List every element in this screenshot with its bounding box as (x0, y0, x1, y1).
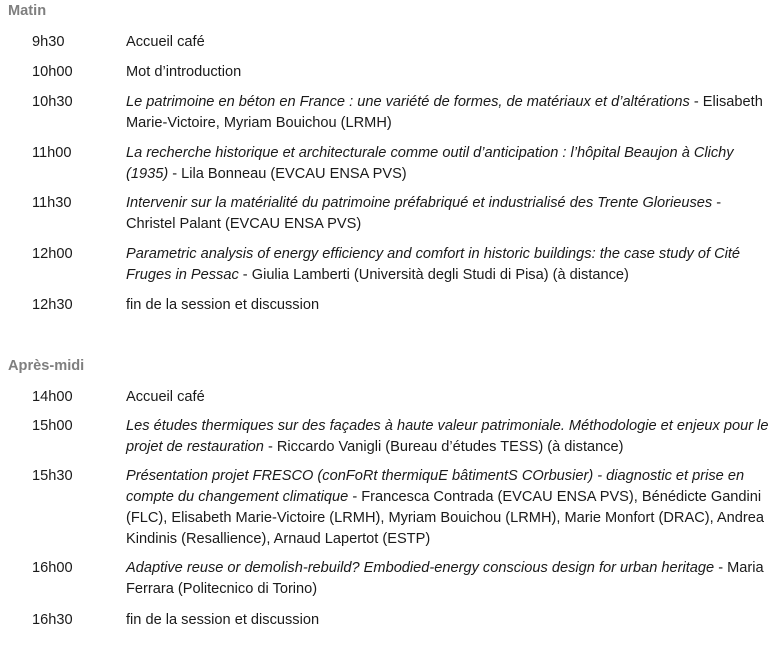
talk-title: Intervenir sur la matérialité du patrimoine préfabriqué et industrialisé des Trente Glorieuses (126, 195, 713, 211)
talk-description (126, 92, 771, 134)
talk-speakers: - Lila Bonneau (EVCAU ENSA PVS) (168, 166, 407, 182)
time-slot: 15h00 (32, 418, 73, 434)
talk-description (126, 558, 771, 600)
talk-speakers: - Maria Ferrara (Politecnico di Torino) (126, 560, 764, 597)
talk-description (126, 610, 771, 631)
talk-speakers: - Francesca Contrada (EVCAU ENSA PVS), Bénédicte Gandini (FLC), Elisabeth Marie-Victoire (LRMH), Myriam Bouichou (LRMH), Marie Monfort (DRAC), Andrea Kindinis (Resallience), Arnaud Lapertot (ESTP) (126, 489, 764, 547)
talk-speakers: Accueil café (126, 34, 205, 50)
time-slot: 12h00 (32, 246, 73, 262)
talk-description (126, 387, 771, 408)
talk-speakers: - Riccardo Vanigli (Bureau d’études TESS) (à distance) (263, 439, 624, 455)
session-title: Matin (8, 3, 47, 19)
talk-description (126, 466, 771, 550)
time-slot: 14h00 (32, 389, 73, 405)
time-slot: 12h30 (32, 297, 73, 313)
time-slot: 11h00 (32, 145, 72, 161)
time-slot: 9h30 (32, 34, 65, 50)
talk-speakers: fin de la session et discussion (126, 297, 320, 313)
talk-title: Le patrimoine en béton en France : une variété de formes, de matériaux et d’altérations (126, 94, 690, 110)
time-slot: 10h30 (32, 94, 73, 110)
talk-description (126, 244, 771, 286)
talk-description (126, 32, 771, 53)
time-slot: 10h00 (32, 64, 73, 80)
talk-speakers: - Giulia Lamberti (Università degli Studi di Pisa) (à distance) (238, 267, 629, 283)
talk-speakers: Accueil café (126, 389, 205, 405)
session-title: Après-midi (8, 358, 85, 374)
time-slot: 11h30 (32, 195, 72, 211)
talk-title: La recherche historique et architecturale comme outil d’anticipation : l’hôpital Beaujon à Clichy (1935) (126, 145, 734, 182)
talk-speakers: fin de la session et discussion (126, 612, 320, 628)
talk-title: Adaptive reuse or demolish-rebuild? Embodied-energy conscious design for urban heritage (126, 560, 715, 576)
talk-title: Présentation projet FRESCO (conFoRt thermiquE bâtimentS COrbusier) - diagnostic et prise en compte du changement climatique (126, 468, 745, 505)
time-slot: 16h30 (32, 612, 73, 628)
talk-title: Les études thermiques sur des façades à haute valeur patrimoniale. Méthodologie et enjeux pour le projet de restauration (126, 418, 769, 455)
talk-speakers: Mot d’introduction (126, 64, 242, 80)
talk-description (126, 295, 771, 316)
time-slot: 16h00 (32, 560, 73, 576)
talk-speakers: - Elisabeth Marie-Victoire, Myriam Bouichou (LRMH) (126, 94, 763, 131)
time-slot: 15h30 (32, 468, 73, 484)
talk-title: Parametric analysis of energy efficiency and comfort in historic buildings: the case study of Cité Fruges in Pessac (126, 246, 741, 283)
talk-speakers: - Christel Palant (EVCAU ENSA PVS) (126, 195, 722, 232)
talk-description (126, 62, 771, 83)
talk-description (126, 416, 771, 458)
talk-description (126, 143, 771, 185)
talk-description (126, 193, 771, 235)
